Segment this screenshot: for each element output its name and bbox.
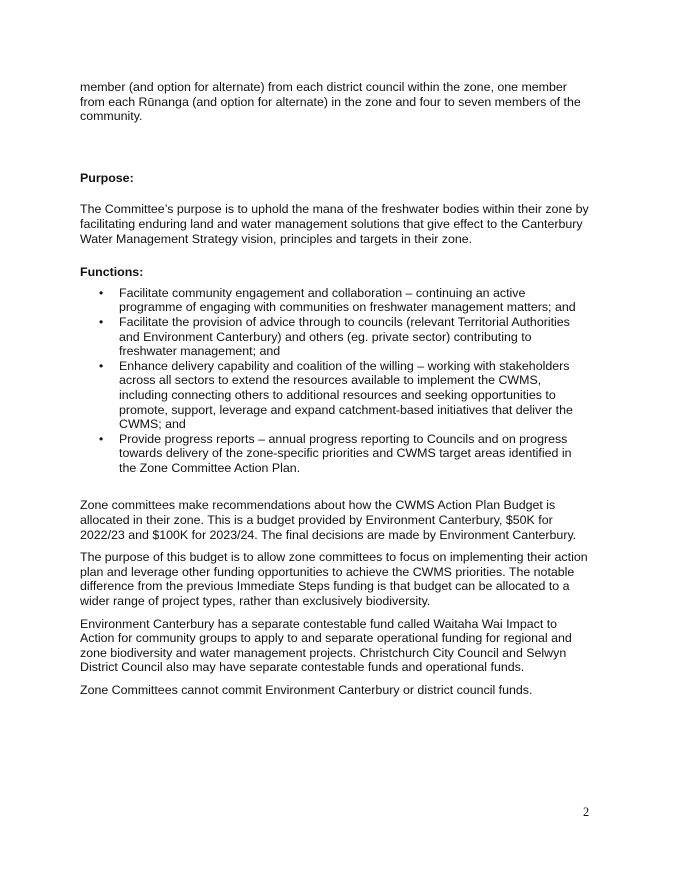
budget-paragraph: Zone committees make recommendations about how the CWMS Action Plan Budget is allocated in their zone. This is a budget provided by Environment Canterbury, $50K for 2022/23 and $100K for 2023/24. The final decisions are made by Environment Canterbury. bbox=[80, 498, 577, 542]
contestable-fund-paragraph: Environment Canterbury has a separate contestable fund called Waitaha Wai Impact to Action for community groups to apply to and separate operational funding for regional and zone biodiversity and water management projects. Christchurch City Council and Selwyn District Council also may have separate contestable funds and operational funds. bbox=[80, 616, 572, 675]
budget-purpose-paragraph: The purpose of this budget is to allow zone committees to focus on implementing their action plan and leverage other funding opportunities to achieve the CWMS priorities. The notable difference from the previous Immediate Steps funding is that budget can be allocated to a wider range of project types, rather than exclusively biodiversity. bbox=[80, 550, 588, 609]
purpose-paragraph: The Committee’s purpose is to uphold the mana of the freshwater bodies within their zone by facilitating enduring land and water management solutions that give effect to the Canterbury Water Management Strategy vision, principles and targets in their zone. bbox=[80, 202, 589, 246]
list-item bbox=[80, 286, 590, 315]
bullet-icon: • bbox=[99, 285, 104, 300]
funding-limit-paragraph: Zone Committees cannot commit Environment Canterbury or district council funds. bbox=[80, 683, 533, 697]
bullet-icon: • bbox=[99, 431, 104, 446]
list-item bbox=[80, 315, 590, 359]
list-item-text: Provide progress reports – annual progress reporting to Councils and on progress towards delivery of the zone-specific priorities and CWMS target areas identified in the Zone Committee Action Plan. bbox=[119, 431, 572, 475]
list-item-text: Facilitate community engagement and collaboration – continuing an active programme of engaging with communities on freshwater management matters; and bbox=[119, 285, 576, 315]
intro-paragraph: member (and option for alternate) from each district council within the zone, one member from each Rūnanga (and option for alternate) in the zone and four to seven members of the community. bbox=[80, 80, 581, 124]
purpose-heading: Purpose: bbox=[80, 170, 134, 185]
list-item bbox=[80, 359, 590, 432]
page-content bbox=[80, 80, 590, 706]
functions-list bbox=[80, 286, 590, 476]
page-number: 2 bbox=[583, 805, 590, 819]
functions-heading: Functions: bbox=[80, 265, 144, 280]
bullet-icon: • bbox=[99, 358, 104, 373]
list-item-text: Facilitate the provision of advice through to councils (relevant Territorial Authorities and Environment Canterbury) and others (eg. private sector) contributing to freshwater management; and bbox=[119, 314, 570, 359]
list-item-text: Enhance delivery capability and coalition of the willing – working with stakeholders across all sectors to extend the resources available to implement the CWMS, including connecting others to additional resources and seeking opportunities to promote, support, leverage and expand catchment-based initiatives that deliver the CWMS; and bbox=[119, 358, 573, 432]
bullet-icon: • bbox=[99, 314, 104, 329]
list-item bbox=[80, 432, 590, 476]
